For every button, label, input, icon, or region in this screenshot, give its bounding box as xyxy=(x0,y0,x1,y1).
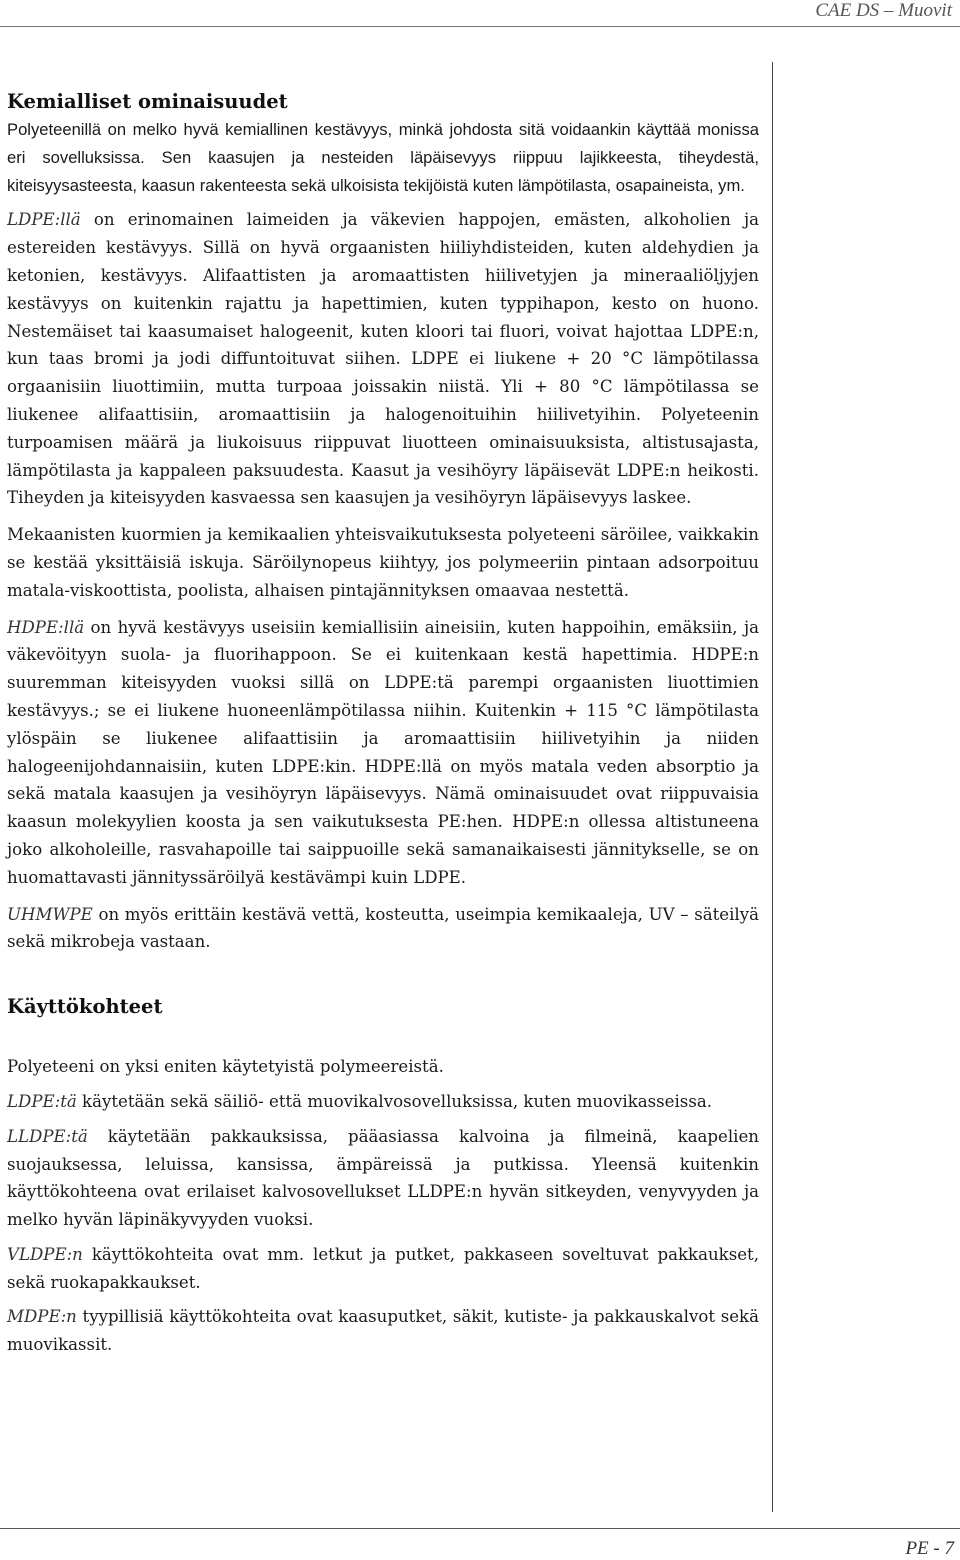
margin-rule xyxy=(772,62,773,1512)
paragraph-ldpe-applications xyxy=(7,1088,759,1116)
mdpe-applications-text: tyypillisiä käyttökohteita ovat kaasuputket, säkit, kutiste- ja pakkauskalvot sekä muovikassit. xyxy=(7,1307,759,1355)
paragraph-mdpe-applications xyxy=(7,1303,759,1359)
paragraph-hdpe-chemical xyxy=(7,614,759,892)
paragraph-applications-intro: Polyeteeni on yksi eniten käytetyistä polymeereistä. xyxy=(7,1057,444,1077)
vldpe-applications-text: käyttökohteita ovat mm. letkut ja putket, pakkaseen soveltuvat pakkaukset, sekä ruokapakkaukset. xyxy=(7,1244,759,1292)
uhmwpe-chemical-text: on myös erittäin kestävä vettä, kosteutta, useimpia kemikaaleja, UV – säteilyä sekä mikrobeja vastaan. xyxy=(7,904,759,952)
header-rule xyxy=(0,26,960,27)
hdpe-label: HDPE:llä xyxy=(7,617,85,637)
uhmwpe-label: UHMWPE xyxy=(7,904,93,924)
hdpe-chemical-text: on hyvä kestävyys useisiin kemiallisiin aineisiin, kuten happoihin, emäksiin, ja väkevöityyn suola- ja fluorihappoon. Se ei kuitenkaan kestä hapettimia. HDPE:n suuremman kiteisyyden vuoksi sillä on LDPE:tä parempi orgaanisten liuottimien kestävyys.; se ei liukene huoneenlämpötilassa niihin. Kuitenkin + 115 °C lämpötilasta ylöspäin se liukenee alifaattisiin ja aromaattisiin hiilivetyihin ja niiden halogeenijohdannaisiin, kuten LDPE:kin. HDPE:llä on myös matala veden absorptio ja sekä matala kaasujen ja vesihöyryn läpäisevyys. Nämä ominaisuudet ovat riippuvaisia kaasun molekyylien koosta ja sen vaikutuksesta PE:hen. HDPE:n ollessa altistuneena joko alkoholeille, rasvahapoille tai saippuoille sekä samanaikaisesti jännitykselle, se on huomattavasti jännityssäröilyä kestävämpi kuin LDPE. xyxy=(7,617,759,887)
section-heading-chemical: Kemialliset ominaisuudet xyxy=(7,90,288,113)
paragraph-lldpe-applications xyxy=(7,1123,759,1234)
footer-rule xyxy=(0,1528,960,1529)
lldpe-applications-label: LLDPE:tä xyxy=(7,1126,88,1146)
paragraph-vldpe-applications xyxy=(7,1241,759,1297)
paragraph-uhmwpe-chemical xyxy=(7,901,759,957)
ldpe-applications-text: käytetään sekä säiliö- että muovikalvosovelluksissa, kuten muovikasseissa. xyxy=(76,1091,713,1111)
paragraph-ldpe-chemical xyxy=(7,206,759,512)
paragraph-stress-cracking: Mekaanisten kuormien ja kemikaalien yhteisvaikutuksesta polyeteeni säröilee, vaikkakin se kestää yksittäisiä iskuja. Säröilynopeus kiihtyy, jos polymeeriin pintaan adsorpoituu matala-viskoottista, poolista, alhaisen pintajännityksen omaavaa nestettä. xyxy=(7,525,759,600)
ldpe-label: LDPE:llä xyxy=(7,210,81,230)
running-header-title: CAE DS – Muovit xyxy=(815,0,952,21)
ldpe-applications-label: LDPE:tä xyxy=(7,1091,77,1111)
section-heading-applications: Käyttökohteet xyxy=(7,995,163,1019)
mdpe-applications-label: MDPE:n xyxy=(7,1307,77,1327)
ldpe-chemical-text: on erinomainen laimeiden ja väkevien happojen, emästen, alkoholien ja estereiden kestävyys. Sillä on hyvä orgaanisten hiiliyhdisteiden, kuten aldehydien ja ketonien, kestävyys. Alifaattisten ja aromaattisten hiilivetyjen ja mineraaliöljyjen kestävyys on kuitenkin rajattu ja hapettimien, kuten typpihapon, kesto on huono. Nestemäiset tai kaasumaiset halogeenit, kuten kloori tai fluori, voivat hajottaa LDPE:n, kun taas bromi ja jodi diffuntoituvat siihen. LDPE ei liukene + 20 °C lämpötilassa orgaanisiin liuottimiin, mutta turpoaa joissakin niistä. Yli + 80 °C lämpötilassa se liukenee alifaattisiin, aromaattisiin ja halogenoituihin hiilivetyihin. Polyeteenin turpoamisen määrä ja liukoisuus riippuvat liuotteen ominaisuuksista, altistusajasta, lämpötilasta ja kappaleen paksuudesta. Kaasut ja vesihöyry läpäisevät LDPE:n heikosti. Tiheyden ja kiteisyyden kasvaessa sen kaasujen ja vesihöyryn läpäisevyys laskee. xyxy=(7,210,759,508)
paragraph-chemical-intro: Polyeteenillä on melko hyvä kemiallinen kestävyys, minkä johdosta sitä voidaankin käyttää monissa eri sovelluksissa. Sen kaasujen ja nesteiden läpäisevyys riippuu lajikkeesta, tiheydestä, kiteisyysasteesta, kaasun rakenteesta sekä ulkoisista tekijöistä kuten lämpötilasta, osapaineista, ym. xyxy=(7,120,759,195)
lldpe-applications-text: käytetään pakkauksissa, pääasiassa kalvoina ja filmeinä, kaapelien suojauksessa, leluissa, kansissa, ämpäreissä ja putkissa. Yleensä kuitenkin käyttökohteena ovat erilaiset kalvosovellukset LLDPE:n hyvän sitkeyden, venyvyyden ja melko hyvän läpinäkyvyyden vuoksi. xyxy=(7,1126,759,1230)
page-number: PE - 7 xyxy=(905,1538,954,1559)
vldpe-applications-label: VLDPE:n xyxy=(7,1244,83,1264)
page-body xyxy=(7,88,759,1359)
